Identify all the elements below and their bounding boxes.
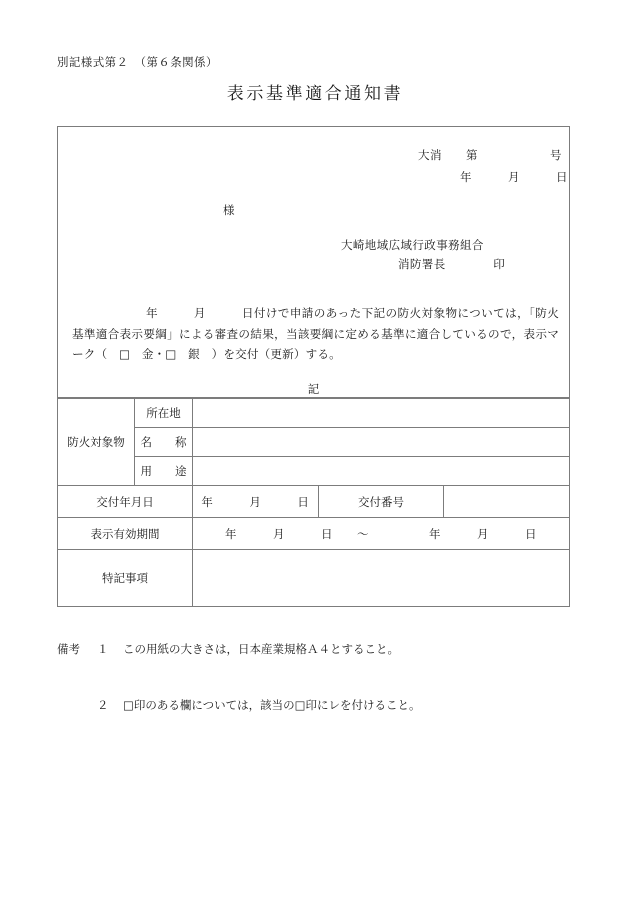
cell-validity-label: 表示有効期間 [58,518,193,550]
cell-usage-label: 用 途 [135,457,193,486]
issuer-title-seal: 消防署長 印 [398,257,506,271]
remarks-text-1: この用紙の大きさは，日本産業規格Ａ４とすること。 [123,642,399,656]
remarks-line-1 [57,640,421,659]
cell-object-label: 防火対象物 [58,399,135,486]
document-date-line: 年 月 日 [460,170,568,184]
cell-validity-value[interactable]: 年 月 日 ～ 年 月 日 [193,518,570,550]
table-row [58,399,570,428]
addressee-line: 様 [223,203,235,217]
cell-issue-date-value[interactable]: 年 月 日 [193,486,319,518]
issuer-organization: 大崎地域広域行政事務組合 [341,238,484,252]
cell-name-label: 名 称 [135,428,193,457]
cell-issue-date-label: 交付年月日 [58,486,193,518]
cell-notes-value[interactable] [193,550,570,607]
remarks-block [57,603,421,751]
table-row [58,550,570,607]
body-paragraph: 年 月 日付けで申請のあった下記の防火対象物については，「防火基準適合表示要綱」による審査の結果，当該要綱に定める基準に適合しているので，表示マーク（ □ 金・□ 銀 ）を交付（更新）する。 [72,306,559,361]
remarks-line-2 [57,696,421,715]
cell-issue-number-label: 交付番号 [318,486,444,518]
cell-issue-number-value[interactable] [444,486,570,518]
document-number-line: 大消 第 号 [418,148,562,162]
remarks-number-2: ２ [97,697,109,712]
cell-location-label: 所在地 [135,399,193,428]
remarks-text-2: □印のある欄については，該当の□印にレを付けること。 [123,697,421,712]
cell-usage-value[interactable] [193,457,570,486]
remarks-label: 備考 [57,642,80,656]
header-box [57,126,570,398]
table-row [58,457,570,486]
cell-notes-label: 特記事項 [58,550,193,607]
remarks-number-1: １ [97,642,109,656]
table-row [58,518,570,550]
form-number: 別記様式第２ （第６条関係） [57,55,218,69]
details-table [57,398,570,607]
page-title: 表示基準適合通知書 [226,84,404,104]
ki-heading: 記 [307,382,320,396]
table-row [58,486,570,518]
cell-location-value[interactable] [193,399,570,428]
table-row [58,428,570,457]
cell-name-value[interactable] [193,428,570,457]
